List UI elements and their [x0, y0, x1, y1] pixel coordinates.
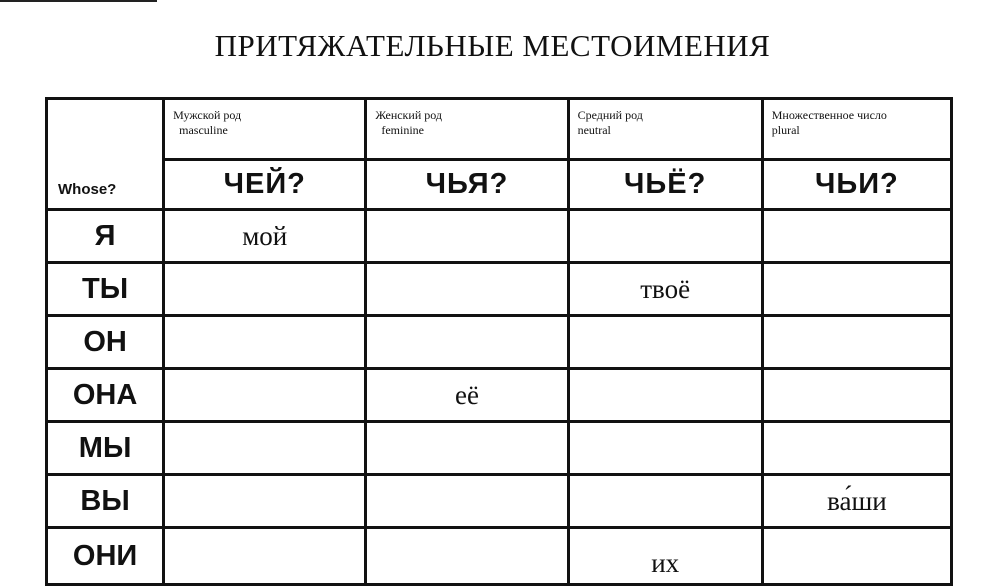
pronoun-label: ТЫ: [47, 263, 164, 316]
answer-cell: [366, 422, 568, 475]
gender-en: neutral: [577, 123, 611, 137]
answer-cell: [164, 316, 366, 369]
answer-cell: [164, 528, 366, 585]
pronoun-table: [45, 97, 953, 586]
question-masculine: ЧЕЙ?: [164, 160, 366, 210]
table-row: [47, 263, 952, 316]
gender-ru: Женский род: [375, 108, 442, 122]
answer-cell: [164, 263, 366, 316]
gender-en: plural: [771, 123, 800, 137]
gender-header-feminine: [366, 99, 568, 160]
answer-cell: [762, 422, 951, 475]
table-row: [47, 475, 952, 528]
answer-cell: [366, 210, 568, 263]
gender-en: feminine: [381, 123, 424, 137]
gender-ru: Средний род: [577, 108, 643, 122]
gender-ru: Множественное число: [771, 108, 887, 122]
page-title: ПРИТЯЖАТЕЛЬНЫЕ МЕСТОИМЕНИЯ: [214, 28, 771, 63]
answer-cell: [568, 475, 762, 528]
pronoun-label: ВЫ: [47, 475, 164, 528]
question-feminine: ЧЬЯ?: [366, 160, 568, 210]
answer-cell: [568, 316, 762, 369]
gender-header-masculine: [164, 99, 366, 160]
question-header-row: [47, 160, 952, 210]
answer-cell: [568, 210, 762, 263]
answer-cell: [568, 422, 762, 475]
answer-cell: [762, 316, 951, 369]
pronoun-label: Я: [47, 210, 164, 263]
answer-cell: [762, 210, 951, 263]
answer-cell: [164, 475, 366, 528]
answer-cell: [762, 369, 951, 422]
table-row: [47, 210, 952, 263]
answer-cell: [366, 528, 568, 585]
pronoun-label: ОН: [47, 316, 164, 369]
pronoun-label: ОНА: [47, 369, 164, 422]
answer-cell: [762, 528, 951, 585]
gender-ru: Мужской род: [173, 108, 242, 122]
answer-cell: [366, 316, 568, 369]
whose-label: Whose?: [47, 99, 164, 210]
question-neutral: ЧЬЁ?: [568, 160, 762, 210]
top-rule: [0, 0, 157, 2]
gender-header-neutral: [568, 99, 762, 160]
question-plural: ЧЬИ?: [762, 160, 951, 210]
pronoun-label: МЫ: [47, 422, 164, 475]
gender-header-plural: [762, 99, 951, 160]
answer-cell: твоё: [568, 263, 762, 316]
table-row: [47, 316, 952, 369]
answer-cell: [366, 475, 568, 528]
pronoun-label: ОНИ: [47, 528, 164, 585]
answer-cell: её: [366, 369, 568, 422]
answer-cell: [366, 263, 568, 316]
answer-cell: [164, 422, 366, 475]
answer-cell: мой: [164, 210, 366, 263]
gender-en: masculine: [179, 123, 228, 137]
answer-cell: [568, 369, 762, 422]
gender-header-row: [47, 99, 952, 160]
answer-cell: [164, 369, 366, 422]
table-row: [47, 422, 952, 475]
table-row: [47, 528, 952, 585]
answer-cell: их: [568, 528, 762, 585]
answer-cell: [762, 263, 951, 316]
table-row: [47, 369, 952, 422]
answer-cell: ва́ши: [762, 475, 951, 528]
